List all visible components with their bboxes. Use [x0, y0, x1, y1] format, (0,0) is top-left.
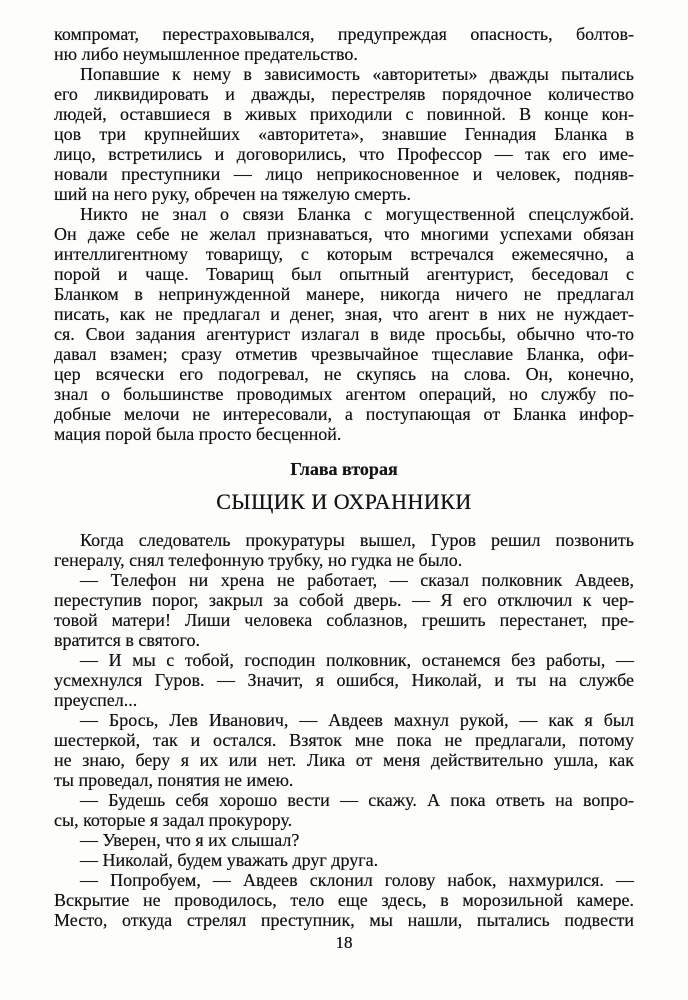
text-line: знал о большинстве проводимых агентом операций, но службу по-: [54, 384, 634, 404]
text-line: сы, которые я задал прокурору.: [54, 810, 293, 830]
text-line: компромат, перестраховывался, предупреждая опасность, болтов-: [54, 24, 634, 44]
text-line: Вскрытие не проводилось, тело еще здесь, в морозильной камере.: [54, 890, 634, 910]
text-line: ты проведал, понятия не имею.: [54, 770, 294, 790]
text-line: вратится в святого.: [54, 630, 200, 650]
page-number: 18: [335, 933, 353, 952]
text-line: преуспел...: [54, 690, 138, 710]
text-line: — Будешь себя хорошо вести — скажу. А пока ответь на вопро-: [80, 790, 634, 810]
text-line: не знаю, беру я их или нет. Лика от меня действительно ушла, как: [54, 750, 634, 770]
chapter-title: СЫЩИК И ОХРАННИКИ: [216, 489, 472, 514]
paragraph: [54, 830, 634, 850]
text-line: интеллигентному товарищу, с которым встречался ежемесячно, а: [54, 244, 634, 264]
text-line: людей, оставшиеся в живых приходили с повинной. В конце кон-: [54, 104, 634, 124]
text-line: порой и чаще. Товарищ был опытный агентурист, беседовал с: [54, 264, 634, 284]
text-line: добные мелочи не интересовали, а поступающая от Бланка инфор-: [54, 404, 634, 424]
paragraph: [54, 24, 634, 64]
text-line: лицо, встретились и договорились, что Профессор — так его име-: [54, 144, 634, 164]
text-line: — И мы с тобой, господин полковник, останемся без работы, —: [80, 650, 634, 670]
text-line: новали преступники — лицо неприкосновенное и человек, подняв-: [54, 164, 634, 184]
paragraph: [54, 650, 634, 710]
paragraph: [54, 850, 634, 870]
text-line: давал взамен; сразу отметив чрезвычайное тщеславие Бланка, офи-: [54, 344, 634, 364]
text-line: ню либо неумышленное предательство.: [54, 44, 358, 64]
text-line: — Уверен, что я их слышал?: [80, 830, 300, 850]
text-line: Попавшие к нему в зависимость «авторитеты» дважды пытались: [80, 64, 634, 84]
paragraph: [54, 530, 634, 570]
paragraph: [54, 790, 634, 830]
text-line: — Николай, будем уважать друг друга.: [80, 850, 379, 870]
text-line: Он даже себе не желал признаваться, что многими успехами обязан: [54, 224, 634, 244]
text-line: шестеркой, так и остался. Взяток мне пока не предлагали, потому: [54, 730, 634, 750]
text-line: цер всячески его подогревал, не скупясь на слова. Он, конечно,: [54, 364, 634, 384]
text-line: Место, откуда стрелял преступник, мы нашли, пытались подвести: [54, 910, 634, 930]
text-line: — Телефон ни хрена не работает, — сказал полковник Авдеев,: [80, 570, 634, 590]
text-line: генералу, снял телефонную трубку, но гудка не было.: [54, 550, 463, 570]
text-line: Бланком в непринужденной манере, никогда ничего не предлагал: [54, 284, 634, 304]
paragraph: [54, 570, 634, 650]
text-line: Никто не знал о связи Бланка с могущественной спецслужбой.: [80, 204, 634, 224]
paragraph: [54, 64, 634, 204]
text-line: ший на него руку, обречен на тяжелую смерть.: [54, 184, 411, 204]
paragraph: [54, 870, 634, 930]
text-line: Когда следователь прокуратуры вышел, Гуров решил позвонить: [80, 530, 634, 550]
chapter-heading: Глава вторая: [290, 459, 398, 479]
book-page-text: [54, 24, 634, 930]
text-line: — Брось, Лев Иванович, — Авдеев махнул рукой, — как я был: [80, 710, 634, 730]
text-line: цов три крупнейших «авторитета», знавшие Геннадия Бланка в: [54, 124, 634, 144]
text-line: усмехнулся Гуров. — Значит, я ошибся, Николай, и ты на службе: [54, 670, 634, 690]
text-line: товой матери! Лиши человека соблазнов, грешить перестанет, пре-: [54, 610, 634, 630]
text-line: его ликвидировать и дважды, перестреляв порядочное количество: [54, 84, 634, 104]
text-line: писать, как не предлагал и денег, зная, что агент в них не нуждает-: [54, 304, 634, 324]
text-line: ся. Свои задания агентурист излагал в виде просьбы, обычно что-то: [54, 324, 634, 344]
paragraph: [54, 204, 634, 444]
paragraph: [54, 710, 634, 790]
text-line: — Попробуем, — Авдеев склонил голову набок, нахмурился. —: [80, 870, 634, 890]
text-line: мация порой была просто бесценной.: [54, 424, 342, 444]
text-line: переступив порог, закрыл за собой дверь. — Я его отключил к чер-: [54, 590, 634, 610]
